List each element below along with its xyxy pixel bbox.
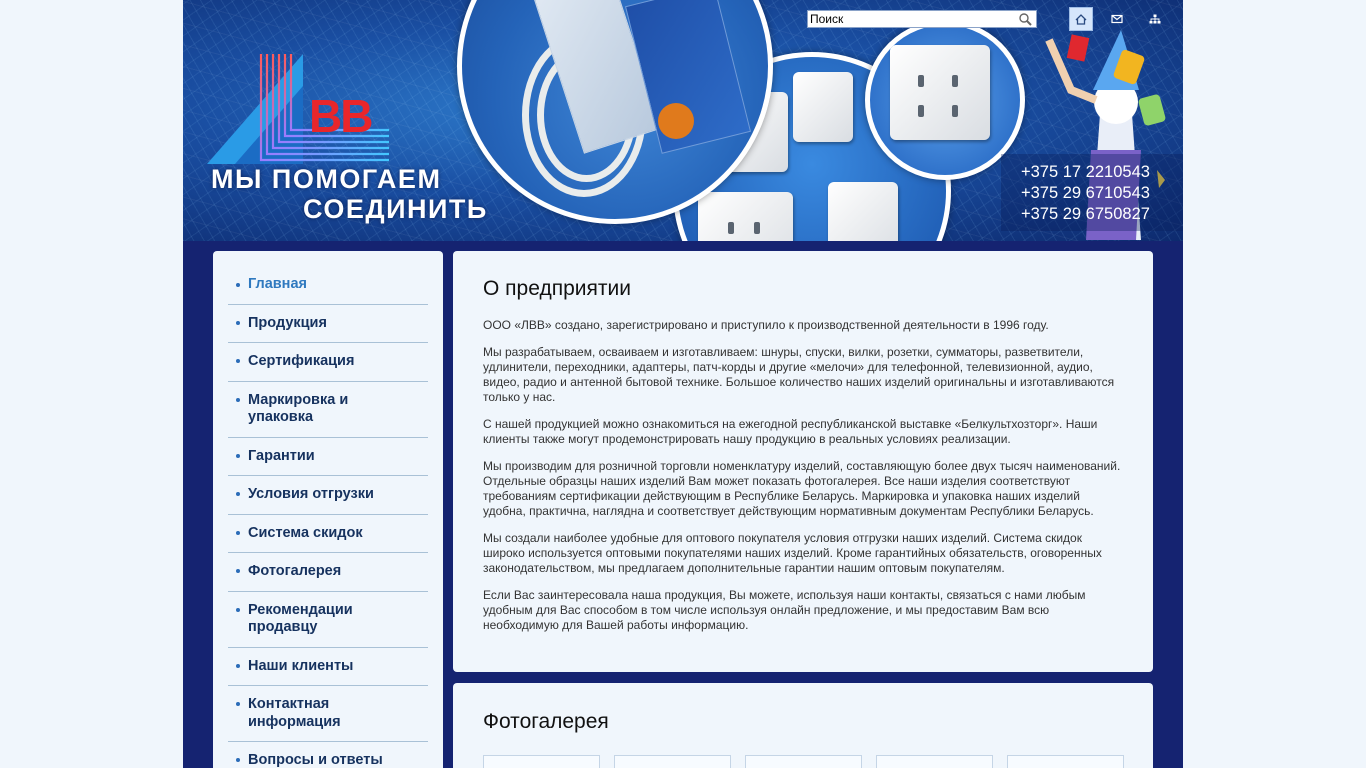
phone-number[interactable]: +375 17 2210543: [1021, 163, 1150, 181]
menu-item-discounts[interactable]: [228, 515, 428, 554]
about-paragraph: Мы создали наиболее удобные для оптового покупателя условия отгрузки наших изделий. Система скидок широко используется оптовыми покупателями наших изделий. Кроме гарантийных обязательств, оговоренных законодательством, мы предлагаем дополнительные гарантии нашим оптовым покупателям.: [483, 531, 1102, 575]
bullet-icon: [236, 359, 240, 363]
menu-item-label: Гарантии: [248, 447, 315, 464]
sidebar: [213, 251, 443, 768]
menu-item-label: Условия отгрузки: [248, 486, 374, 502]
menu-item-gallery[interactable]: [228, 553, 428, 592]
gallery-panel: [453, 683, 1153, 768]
menu-item-clients[interactable]: [228, 648, 428, 687]
bullet-icon: [236, 758, 240, 762]
menu-item-label: Наши клиенты: [248, 657, 354, 674]
company-logo[interactable]: [205, 50, 415, 170]
gallery-thumbnail[interactable]: [483, 755, 600, 768]
gallery-thumbnail[interactable]: [876, 755, 993, 768]
phone-number[interactable]: +375 29 6710543: [1021, 184, 1150, 202]
gallery-thumbnail[interactable]: [745, 755, 862, 768]
menu-item-shipping[interactable]: [228, 476, 428, 515]
menu-item-labeling[interactable]: [228, 382, 428, 438]
bullet-icon: [236, 608, 240, 612]
about-text: [483, 318, 1123, 645]
phone-list: [1001, 154, 1183, 231]
site-container: [183, 0, 1183, 768]
about-paragraph: ООО «ЛВВ» создано, зарегистрировано и приступило к производственной деятельности в 1996 году.: [483, 318, 1049, 332]
menu-item-contacts[interactable]: [228, 686, 428, 742]
sitemap-button[interactable]: [1143, 7, 1167, 31]
menu-item-label: Система скидок: [248, 524, 363, 541]
slogan-line-2: СОЕДИНИТЬ: [303, 194, 488, 224]
home-icon: [1075, 14, 1087, 25]
header-banner: [183, 0, 1183, 241]
search-input[interactable]: [810, 12, 1010, 26]
menu-item-label: Контактная информация: [248, 696, 341, 730]
menu-item-products[interactable]: [228, 305, 428, 344]
gallery-title: Фотогалерея: [483, 710, 609, 733]
home-button[interactable]: [1069, 7, 1093, 31]
bullet-icon: [236, 283, 240, 287]
menu-item-faq[interactable]: [228, 742, 428, 768]
menu-item-label: Фотогалерея: [248, 563, 342, 579]
search-button[interactable]: [1018, 12, 1034, 27]
bullet-icon: [236, 531, 240, 535]
slogan: [211, 164, 488, 224]
bullet-icon: [236, 702, 240, 706]
bullet-icon: [236, 321, 240, 325]
bullet-icon: [236, 569, 240, 573]
about-paragraph: Мы разрабатываем, осваиваем и изготавливаем: шнуры, спуски, вилки, розетки, сумматоры, разветвители, удлинители, переходники, адаптеры, патч-корды и другие «мелочи» для телефонной, телевизионной, аудио, видео, радио и антенной бытовой технике. Большое количество наших изделий оригинальны и изготавливаются только у нас.: [483, 345, 1115, 404]
menu-item-home[interactable]: [228, 267, 428, 305]
menu-item-label: Сертификация: [248, 353, 355, 369]
bullet-icon: [236, 454, 240, 458]
menu-item-label: Маркировка и упаковка: [248, 391, 349, 425]
bullet-icon: [236, 492, 240, 496]
bullet-icon: [236, 398, 240, 402]
menu-item-warranty[interactable]: [228, 438, 428, 477]
sitemap-icon: [1149, 14, 1161, 24]
menu-item-certification[interactable]: [228, 343, 428, 382]
menu-item-label: Главная: [248, 276, 307, 292]
slogan-line-1: МЫ ПОМОГАЕМ: [211, 164, 442, 194]
gallery-thumbnail[interactable]: [1007, 755, 1124, 768]
about-paragraph: С нашей продукцией можно ознакомиться на ежегодной республиканской выставке «Белкультхозторг». Наши клиенты также могут продемонстрировать нашу продукцию в реальных условиях реализации.: [483, 417, 1098, 446]
about-paragraph: Мы производим для розничной торговли номенклатуру изделий, составляющую более двух тысяч наименований. Отдельные образцы наших изделий Вам может показать фотогалерея. Все наши изделия соответствуют требованиям сертификации действующим в Республике Беларусь. Маркировка и упаковка наших изделий удобна, практична, наглядна и соответствует действующим нормативным документам Республики Беларусь.: [483, 459, 1121, 518]
menu-item-label: Рекомендации продавцу: [248, 601, 353, 635]
svg-text:ВВ: ВВ: [309, 90, 372, 142]
search-box: [807, 10, 1037, 28]
phone-number[interactable]: +375 29 6750827: [1021, 205, 1150, 223]
bullet-icon: [236, 664, 240, 668]
about-paragraph: Если Вас заинтересовала наша продукция, Вы можете, используя наши контакты, связаться с нами любым удобным для Вас способом в том числе используя онлайн предложение, и мы предоставим Вам всю необходимую для Вашей работы информацию.: [483, 588, 1086, 632]
page-title: О предприятии: [483, 277, 631, 300]
about-panel: [453, 251, 1153, 672]
main-menu: [213, 251, 443, 768]
menu-item-recommendations[interactable]: [228, 592, 428, 648]
gallery-thumbnails: [483, 755, 1124, 768]
mail-button[interactable]: [1105, 7, 1129, 31]
gallery-thumbnail[interactable]: [614, 755, 731, 768]
mail-icon: [1111, 14, 1123, 24]
menu-item-label: Вопросы и ответы: [248, 752, 383, 768]
search-icon: [1018, 12, 1034, 27]
menu-item-label: Продукция: [248, 314, 327, 331]
